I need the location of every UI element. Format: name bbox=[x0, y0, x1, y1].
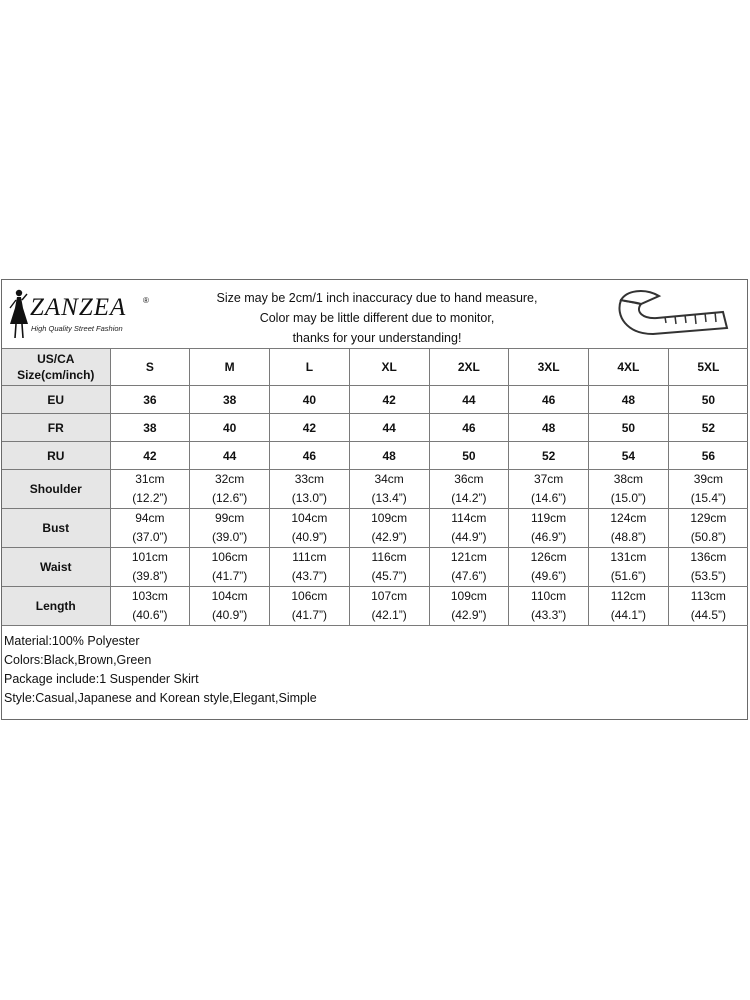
table-cell bbox=[509, 470, 589, 509]
table-cell: 54 bbox=[589, 442, 669, 470]
measurement-notice bbox=[162, 288, 592, 348]
cell-cm: 32cm bbox=[214, 472, 245, 486]
size-table bbox=[2, 348, 748, 626]
brand-tagline: High Quality Street Fashion bbox=[31, 324, 123, 333]
notice-line-1: Size may be 2cm/1 inch inaccuracy due to hand measure, bbox=[216, 291, 538, 305]
table-cell bbox=[589, 548, 669, 587]
table-cell: 46 bbox=[509, 386, 589, 414]
cell-cm: 94cm bbox=[135, 511, 165, 525]
cell-inch: (14.2”) bbox=[451, 491, 487, 505]
row-label: Shoulder bbox=[2, 470, 110, 509]
cell-cm: 113cm bbox=[690, 589, 726, 603]
table-cell: 46 bbox=[429, 414, 509, 442]
table-cell bbox=[110, 587, 190, 626]
cell-inch: (15.4”) bbox=[690, 491, 727, 505]
table-cell: 48 bbox=[349, 442, 429, 470]
cell-cm: 109cm bbox=[371, 511, 408, 525]
cell-cm: 109cm bbox=[450, 589, 487, 603]
table-cell bbox=[190, 509, 270, 548]
cell-inch: (39.0”) bbox=[211, 530, 248, 544]
measurement-row-length bbox=[2, 587, 748, 626]
table-cell bbox=[509, 548, 589, 587]
table-cell bbox=[429, 470, 509, 509]
cell-cm: 136cm bbox=[690, 550, 727, 564]
cell-cm: 126cm bbox=[530, 550, 567, 564]
row-label: FR bbox=[2, 414, 110, 442]
size-header-4xl: 4XL bbox=[589, 349, 669, 386]
row-label: EU bbox=[2, 386, 110, 414]
cell-inch: (15.0”) bbox=[610, 491, 647, 505]
size-header-m: M bbox=[190, 349, 270, 386]
table-cell: 48 bbox=[589, 386, 669, 414]
table-cell bbox=[110, 509, 190, 548]
table-cell: 36 bbox=[110, 386, 190, 414]
cell-inch: (39.8”) bbox=[132, 569, 168, 583]
info-package: Package include:1 Suspender Skirt bbox=[4, 672, 199, 686]
brand-logo bbox=[6, 286, 156, 342]
table-cell bbox=[429, 587, 509, 626]
table-cell: 40 bbox=[270, 386, 350, 414]
table-cell: 42 bbox=[349, 386, 429, 414]
table-cell: 48 bbox=[509, 414, 589, 442]
cell-cm: 33cm bbox=[294, 472, 325, 486]
cell-inch: (45.7”) bbox=[371, 569, 407, 583]
cell-inch: (53.5”) bbox=[690, 569, 727, 583]
size-header-row bbox=[2, 349, 748, 386]
table-cell bbox=[429, 548, 509, 587]
cell-cm: 104cm bbox=[291, 511, 328, 525]
table-cell: 38 bbox=[190, 386, 270, 414]
corner-cell bbox=[2, 349, 110, 386]
size-header-2xl: 2XL bbox=[429, 349, 509, 386]
cell-cm: 106cm bbox=[211, 550, 248, 564]
size-header-l: L bbox=[270, 349, 350, 386]
cell-cm: 129cm bbox=[690, 511, 727, 525]
cell-cm: 34cm bbox=[374, 472, 404, 486]
table-cell bbox=[270, 509, 350, 548]
table-cell: 44 bbox=[429, 386, 509, 414]
cell-inch: (14.6”) bbox=[530, 491, 567, 505]
cell-inch: (40.9”) bbox=[291, 530, 328, 544]
table-cell: 50 bbox=[668, 386, 748, 414]
table-cell: 46 bbox=[270, 442, 350, 470]
table-cell: 50 bbox=[589, 414, 669, 442]
table-cell: 40 bbox=[190, 414, 270, 442]
cell-inch: (51.6”) bbox=[610, 569, 647, 583]
cell-cm: 116cm bbox=[371, 550, 407, 564]
info-material: Material:100% Polyester bbox=[4, 634, 140, 648]
table-cell bbox=[429, 509, 509, 548]
table-cell: 42 bbox=[110, 442, 190, 470]
cell-cm: 39cm bbox=[693, 472, 724, 486]
info-colors: Colors:Black,Brown,Green bbox=[4, 653, 152, 667]
table-cell bbox=[349, 509, 429, 548]
product-info bbox=[4, 632, 317, 708]
table-cell: 52 bbox=[509, 442, 589, 470]
cell-inch: (47.6”) bbox=[451, 569, 487, 583]
cell-inch: (13.4”) bbox=[371, 491, 407, 505]
cell-cm: 101cm bbox=[131, 550, 168, 564]
table-cell bbox=[349, 548, 429, 587]
row-label: Waist bbox=[2, 548, 110, 587]
table-cell: 56 bbox=[668, 442, 748, 470]
table-cell bbox=[190, 548, 270, 587]
cell-inch: (12.6”) bbox=[211, 491, 248, 505]
tape-measure-icon bbox=[613, 282, 735, 344]
table-cell bbox=[270, 548, 350, 587]
conversion-row-ru bbox=[2, 442, 748, 470]
table-cell bbox=[509, 509, 589, 548]
cell-cm: 112cm bbox=[610, 589, 646, 603]
cell-cm: 103cm bbox=[131, 589, 168, 603]
cell-inch: (50.8”) bbox=[690, 530, 727, 544]
row-label: Length bbox=[2, 587, 110, 626]
table-cell bbox=[349, 587, 429, 626]
cell-inch: (41.7”) bbox=[211, 569, 248, 583]
cell-cm: 121cm bbox=[450, 550, 487, 564]
cell-inch: (40.9”) bbox=[211, 608, 248, 622]
cell-inch: (44.1”) bbox=[610, 608, 647, 622]
cell-inch: (40.6”) bbox=[132, 608, 168, 622]
table-cell: 50 bbox=[429, 442, 509, 470]
size-header-s: S bbox=[110, 349, 190, 386]
cell-inch: (37.0”) bbox=[132, 530, 168, 544]
brand-name: ZANZEA bbox=[30, 294, 127, 321]
cell-cm: 38cm bbox=[613, 472, 644, 486]
cell-cm: 114cm bbox=[451, 511, 487, 525]
cell-inch: (49.6”) bbox=[530, 569, 567, 583]
cell-cm: 99cm bbox=[214, 511, 245, 525]
cell-cm: 119cm bbox=[531, 511, 567, 525]
cell-cm: 110cm bbox=[531, 589, 567, 603]
row-label: RU bbox=[2, 442, 110, 470]
table-cell bbox=[110, 470, 190, 509]
corner-line-2: Size(cm/inch) bbox=[17, 368, 95, 382]
cell-inch: (46.9”) bbox=[530, 530, 567, 544]
notice-line-2: Color may be little different due to monitor, bbox=[259, 311, 495, 325]
table-cell bbox=[668, 548, 748, 587]
size-header-xl: XL bbox=[349, 349, 429, 386]
registered-mark: ® bbox=[143, 296, 149, 305]
table-cell bbox=[270, 587, 350, 626]
notice-line-3: thanks for your understanding! bbox=[292, 331, 462, 345]
table-cell bbox=[668, 587, 748, 626]
cell-cm: 104cm bbox=[211, 589, 248, 603]
table-cell bbox=[270, 470, 350, 509]
cell-cm: 124cm bbox=[610, 511, 647, 525]
table-cell bbox=[668, 509, 748, 548]
table-cell: 44 bbox=[349, 414, 429, 442]
cell-cm: 107cm bbox=[371, 589, 408, 603]
woman-silhouette-icon bbox=[8, 288, 30, 342]
table-cell bbox=[190, 587, 270, 626]
cell-inch: (43.3”) bbox=[530, 608, 567, 622]
table-cell bbox=[190, 470, 270, 509]
corner-line-1: US/CA bbox=[37, 352, 75, 366]
conversion-row-eu bbox=[2, 386, 748, 414]
conversion-row-fr bbox=[2, 414, 748, 442]
table-cell bbox=[110, 548, 190, 587]
size-chart bbox=[1, 279, 748, 720]
table-cell: 38 bbox=[110, 414, 190, 442]
chart-header bbox=[2, 280, 747, 348]
measurement-row-shoulder bbox=[2, 470, 748, 509]
cell-inch: (44.5”) bbox=[690, 608, 727, 622]
table-cell bbox=[349, 470, 429, 509]
cell-inch: (13.0”) bbox=[291, 491, 328, 505]
cell-inch: (44.9”) bbox=[451, 530, 487, 544]
cell-inch: (42.9”) bbox=[451, 608, 487, 622]
cell-cm: 31cm bbox=[135, 472, 165, 486]
cell-cm: 111cm bbox=[292, 550, 327, 564]
row-label: Bust bbox=[2, 509, 110, 548]
table-cell bbox=[589, 509, 669, 548]
cell-inch: (42.1”) bbox=[371, 608, 407, 622]
size-header-3xl: 3XL bbox=[509, 349, 589, 386]
cell-inch: (48.8”) bbox=[610, 530, 647, 544]
table-cell bbox=[509, 587, 589, 626]
table-cell bbox=[668, 470, 748, 509]
measurement-row-waist bbox=[2, 548, 748, 587]
table-cell: 52 bbox=[668, 414, 748, 442]
table-cell: 44 bbox=[190, 442, 270, 470]
cell-cm: 37cm bbox=[533, 472, 564, 486]
cell-cm: 106cm bbox=[291, 589, 328, 603]
cell-inch: (12.2”) bbox=[132, 491, 168, 505]
cell-inch: (41.7”) bbox=[291, 608, 328, 622]
size-header-5xl: 5XL bbox=[668, 349, 748, 386]
cell-inch: (42.9”) bbox=[371, 530, 407, 544]
cell-inch: (43.7”) bbox=[291, 569, 328, 583]
cell-cm: 36cm bbox=[454, 472, 484, 486]
table-cell bbox=[589, 470, 669, 509]
measurement-row-bust bbox=[2, 509, 748, 548]
cell-cm: 131cm bbox=[610, 550, 647, 564]
table-cell: 42 bbox=[270, 414, 350, 442]
info-style: Style:Casual,Japanese and Korean style,Elegant,Simple bbox=[4, 691, 317, 705]
table-cell bbox=[589, 587, 669, 626]
